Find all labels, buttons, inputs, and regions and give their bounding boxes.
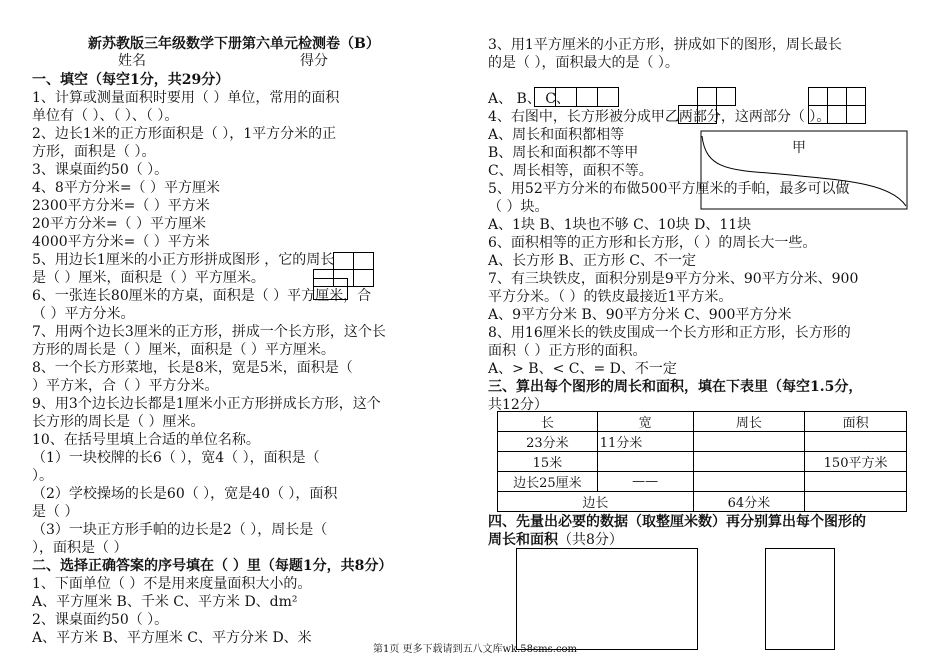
th-length: 长	[498, 412, 598, 432]
cell: 边长25厘米	[498, 472, 598, 492]
left-line: 方形的周长是（ ）厘米，面积是（ ）平方厘米。	[32, 342, 335, 358]
th-perimeter: 周长	[693, 412, 805, 432]
cell	[805, 432, 907, 452]
right-line: 4、右图中，长方形被分成甲乙两部分，这两部分（ ）。	[488, 109, 831, 125]
left-line: 9、用3个边长边长都是1厘米小正方形拼成长方形，这个	[32, 396, 381, 412]
table-header-row	[498, 412, 907, 432]
jia-label: 甲	[792, 140, 806, 156]
figure-a	[534, 87, 619, 107]
right-line: A、9平方分米 B、90平方分米 C、900平方分米	[488, 307, 792, 323]
right-line: 8、用16厘米长的铁皮围成一个长方形和正方形，长方形的	[488, 325, 851, 341]
left-line: 1、下面单位（ ）不是用来度量面积大小的。	[32, 576, 312, 592]
right-line: 面积（ ）正方形的面积。	[488, 343, 647, 359]
right-line: 3、用1平方厘米的小正方形，拼成如下的图形，周长最长	[488, 37, 842, 53]
cell	[693, 472, 805, 492]
name-label: 姓名	[118, 53, 146, 69]
cell: 64分米	[693, 492, 805, 512]
th-width: 宽	[597, 412, 693, 432]
left-line: 4、8平方分米=（ ）平方厘米	[32, 180, 220, 196]
left-line: A、平方米 B、平方厘米 C、平方分米 D、米	[32, 630, 312, 646]
right-line: 7、有三块铁皮，面积分别是9平方分米、90平方分米、900	[488, 271, 859, 287]
th-area: 面积	[805, 412, 907, 432]
left-line: （ ）平方分米。	[32, 306, 135, 322]
left-line: 20平方分米=（ ）平方厘米	[32, 216, 206, 232]
left-line: 8、一个长方形菜地，长是8米，宽是5米，面积是（	[32, 360, 353, 376]
right-line: A、1块 B、1块也不够 C、10块 D、11块	[488, 217, 752, 233]
right-line: A、长方形 B、正方形 C、不一定	[488, 253, 697, 269]
table-row	[498, 472, 907, 492]
left-line: ）。	[32, 468, 53, 484]
cell: 边长	[498, 492, 694, 512]
section-4-points: （共8分）	[558, 532, 623, 548]
left-line: 6、一张连长80厘米的方桌，面积是（ ）平方厘米，合	[32, 288, 372, 304]
left-line: 1、计算或测量面积时要用（ ）单位，常用的面积	[32, 90, 340, 106]
right-line: 共12分）	[488, 397, 548, 413]
left-line: 方形，面积是（ ）。	[32, 144, 156, 160]
right-line: 的是（ ），面积最大的是（ ）。	[488, 55, 679, 71]
right-line: 平方分米。（ ）的铁皮最接近1平方米。	[488, 289, 733, 305]
left-line: 一、填空（每空1分，共29分）	[32, 72, 230, 88]
left-line: 二、选择正确答案的序号填在（ ）里（每题1分，共8分）	[32, 558, 393, 574]
left-line: A、平方厘米 B、千米 C、平方米 D、dm²	[32, 594, 298, 610]
table-row	[498, 432, 907, 452]
results-table	[497, 411, 907, 512]
left-line: （2）学校操场的长是60（ ），宽是40（ ），面积	[32, 486, 338, 502]
right-line: 5、用52平方分米的布做500平方厘米的手帕，最多可以做	[488, 181, 850, 197]
cell	[597, 452, 693, 472]
figure-b	[678, 87, 736, 124]
left-line: 10、在括号里填上合适的单位名称。	[32, 432, 260, 448]
right-line: 6、面积相等的正方形和长方形，（ ）的周长大一些。	[488, 235, 817, 251]
cell	[805, 492, 907, 512]
left-line: 是（ ）	[32, 504, 79, 520]
right-line: B、周长和面积都不等甲	[488, 145, 639, 161]
left-line: （1）一块校牌的长6（ ），宽4（ ），面积是（	[32, 450, 320, 466]
left-line: 3、课桌面约50（ ）。	[32, 162, 169, 178]
cell: 150平方米	[805, 452, 907, 472]
section-4-heading: 四、先量出必要的数据（取整厘米数）再分别算出每个图形的	[488, 514, 866, 530]
left-line: 4000平方分米=（ ）平方米	[32, 234, 210, 250]
right-line: 三、算出每个图形的周长和面积，填在下表里（每空1.5分，	[488, 379, 863, 395]
left-line: （3）一块正方形手帕的边长是2（ ），周长是（	[32, 522, 328, 538]
cell: 11分米	[597, 432, 693, 452]
left-line: 2、课桌面约50（ ）。	[32, 612, 169, 628]
cell	[693, 452, 805, 472]
measure-rect-2	[765, 548, 835, 650]
measure-rect-1	[516, 548, 698, 650]
cell: ——	[597, 472, 693, 492]
q6-box	[313, 278, 348, 300]
section-4-title: 周长和面积	[488, 532, 558, 548]
left-line: 2、边长1米的正方形面积是（ ），1平方分米的正	[32, 126, 337, 142]
score-label: 得分	[300, 53, 328, 69]
footer: 第1页 更多下载请到五八文库wk.58sms.com	[372, 644, 578, 655]
right-line: A、> B、< C、= D、不一定	[488, 361, 677, 377]
cell	[693, 432, 805, 452]
left-line: 是（ ）厘米，面积是（ ）平方厘米。	[32, 270, 265, 286]
cell: 23分米	[498, 432, 598, 452]
table-row	[498, 492, 907, 512]
left-line: ）平方米，合（ ）平方分米。	[32, 378, 219, 394]
figure-c	[808, 87, 866, 124]
cell	[805, 472, 907, 492]
right-line: C、周长相等，面积不等。	[488, 163, 653, 179]
left-line: 5、用边长1厘米的小正方形拼成图形 ，它的周长	[32, 252, 335, 268]
left-line: 单位有（ ）、（ ）、（ ）。	[32, 108, 179, 124]
cell: 15米	[498, 452, 598, 472]
left-line: 长方形的周长是（ ）厘米。	[32, 414, 205, 430]
right-line: A、 B、 C、	[488, 91, 571, 107]
left-line: 2300平方分米=（ ）平方米	[32, 198, 210, 214]
section-4-heading-2	[488, 532, 623, 548]
right-line: A、周长和面积都相等	[488, 127, 625, 143]
right-line: （ ）块。	[488, 199, 549, 215]
page-title: 新苏教版三年级数学下册第六单元检测卷（B）	[88, 36, 380, 52]
left-line: ），面积是（ ）	[32, 540, 128, 556]
left-line: 7、用两个边长3厘米的正方形，拼成一个长方形，这个长	[32, 324, 386, 340]
table-row	[498, 452, 907, 472]
